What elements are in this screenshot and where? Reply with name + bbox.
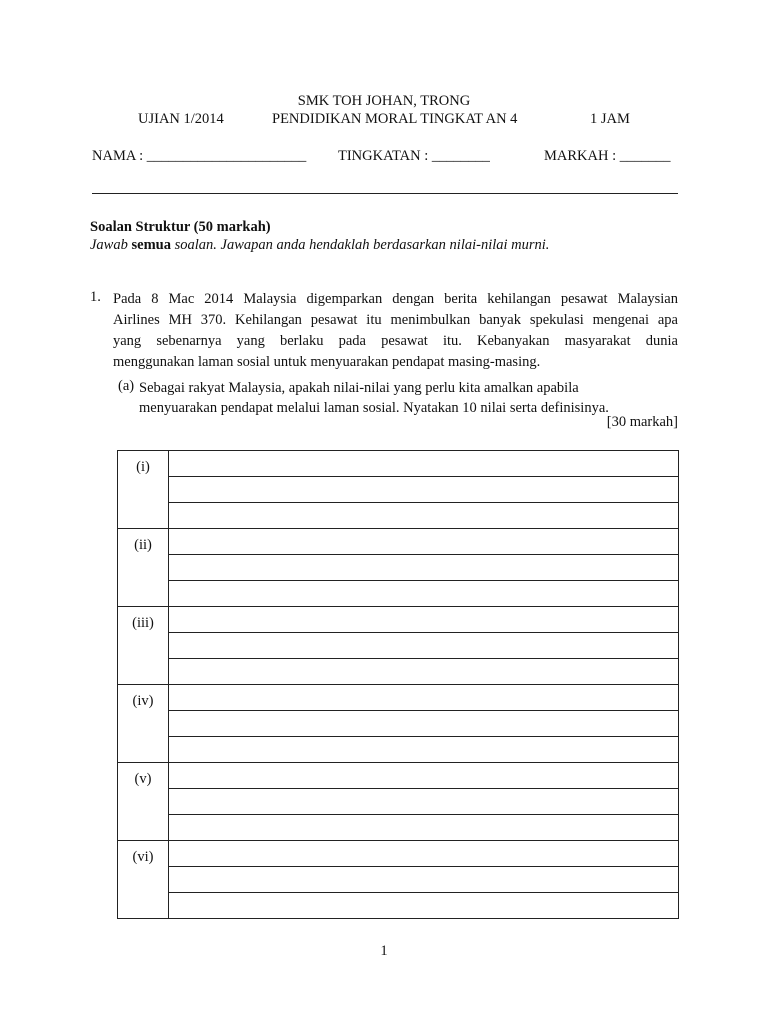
answer-line[interactable] <box>169 529 679 555</box>
answer-table <box>117 450 679 919</box>
marks-field: MARKAH : _______ <box>544 148 671 164</box>
question-line: menggunakan laman sosial untuk menyuarakan pendapat masing-masing. <box>113 354 541 370</box>
answer-line[interactable] <box>169 737 679 763</box>
answer-line[interactable] <box>169 763 679 789</box>
exam-code: UJIAN 1/2014 <box>138 111 224 127</box>
divider-line <box>92 193 678 194</box>
answer-line[interactable] <box>169 581 679 607</box>
answer-line[interactable] <box>169 815 679 841</box>
answer-line[interactable] <box>169 685 679 711</box>
question-number: 1. <box>90 289 101 305</box>
answer-line[interactable] <box>169 893 679 919</box>
exam-duration: 1 JAM <box>590 111 630 127</box>
answer-line[interactable] <box>169 555 679 581</box>
answer-line[interactable] <box>169 607 679 633</box>
subject-title: PENDIDIKAN MORAL TINGKAT AN 4 <box>272 111 518 127</box>
marks-allocation: [30 markah] <box>606 414 678 430</box>
name-field: NAMA : ______________________ <box>92 148 307 164</box>
question-line: yang sebenarnya yang berlaku pada pesawat itu. Kebanyakan masyarakat dunia <box>113 333 678 349</box>
question-line: Airlines MH 370. Kehilangan pesawat itu menimbulkan banyak spekulasi mengenai apa <box>113 312 678 328</box>
answer-line[interactable] <box>169 659 679 685</box>
question-text <box>113 289 678 373</box>
form-field: TINGKATAN : ________ <box>338 148 490 164</box>
answer-line[interactable] <box>169 711 679 737</box>
school-name: SMK TOH JOHAN, TRONG <box>297 93 471 109</box>
answer-line[interactable] <box>169 841 679 867</box>
answer-line[interactable] <box>169 789 679 815</box>
row-label: (v) <box>118 763 169 841</box>
part-label: (a) <box>118 378 135 394</box>
answer-line[interactable] <box>169 477 679 503</box>
part-question: Sebagai rakyat Malaysia, apakah nilai-nilai yang perlu kita amalkan apabila menyuarakan pendapat melalui laman sosial. Nyatakan 10 nilai serta definisinya. <box>139 380 609 416</box>
section-title: Soalan Struktur (50 markah) <box>90 219 271 235</box>
question-line: Pada 8 Mac 2014 Malaysia digemparkan dengan berita kehilangan pesawat Malaysian <box>113 291 678 307</box>
row-label: (iv) <box>118 685 169 763</box>
answer-line[interactable] <box>169 867 679 893</box>
answer-line[interactable] <box>169 451 679 477</box>
row-label: (ii) <box>118 529 169 607</box>
row-label: (vi) <box>118 841 169 919</box>
row-label: (i) <box>118 451 169 529</box>
answer-line[interactable] <box>169 633 679 659</box>
answer-line[interactable] <box>169 503 679 529</box>
row-label: (iii) <box>118 607 169 685</box>
section-instruction: Jawab semua soalan. Jawapan anda hendaklah berdasarkan nilai-nilai murni. <box>90 237 550 253</box>
page-number: 1 <box>380 943 388 959</box>
